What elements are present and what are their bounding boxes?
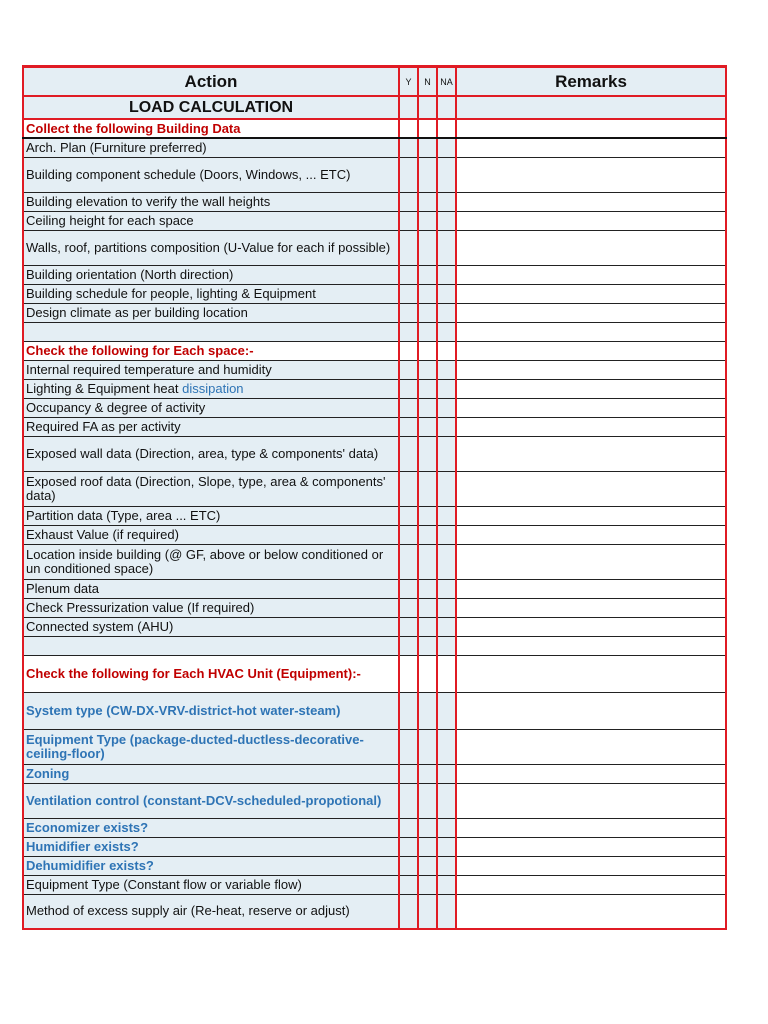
check-n-cell[interactable] <box>418 192 437 211</box>
check-y-cell[interactable] <box>399 341 418 360</box>
remarks-cell[interactable] <box>456 525 726 544</box>
check-na-cell[interactable] <box>437 379 456 398</box>
check-n-cell[interactable] <box>418 436 437 471</box>
table-row <box>23 764 726 783</box>
section-title: LOAD CALCULATION <box>23 96 399 119</box>
action-cell: Partition data (Type, area ... ETC) <box>23 506 399 525</box>
section-heading-row <box>23 655 726 692</box>
remarks-cell[interactable] <box>456 96 726 119</box>
check-y-cell[interactable] <box>399 157 418 192</box>
table-row <box>23 436 726 471</box>
table-row <box>23 157 726 192</box>
remarks-cell[interactable] <box>456 875 726 894</box>
check-y-cell[interactable] <box>399 471 418 506</box>
checklist-sheet <box>22 65 725 930</box>
table-row <box>23 471 726 506</box>
check-n-cell[interactable] <box>418 894 437 929</box>
check-n-cell[interactable] <box>418 265 437 284</box>
remarks-cell[interactable] <box>456 598 726 617</box>
check-n-cell[interactable] <box>418 417 437 436</box>
check-na-cell[interactable] <box>437 303 456 322</box>
check-y-cell[interactable] <box>399 636 418 655</box>
check-y-cell[interactable] <box>399 837 418 856</box>
table-row <box>23 138 726 157</box>
remarks-cell[interactable] <box>456 837 726 856</box>
check-y-cell[interactable] <box>399 360 418 379</box>
check-n-cell[interactable] <box>418 341 437 360</box>
check-n-cell[interactable] <box>418 284 437 303</box>
remarks-cell[interactable] <box>456 655 726 692</box>
section-heading: Check the following for Each HVAC Unit (Equipment):- <box>23 655 399 692</box>
check-na-cell[interactable] <box>437 436 456 471</box>
check-na-cell[interactable] <box>437 617 456 636</box>
action-cell: Arch. Plan (Furniture preferred) <box>23 138 399 157</box>
check-y-cell[interactable] <box>399 783 418 818</box>
check-y-cell[interactable] <box>399 211 418 230</box>
table-row <box>23 322 726 341</box>
header-row <box>23 67 726 97</box>
check-na-cell[interactable] <box>437 417 456 436</box>
check-na-cell[interactable] <box>437 837 456 856</box>
check-na-cell[interactable] <box>437 692 456 729</box>
check-na-cell[interactable] <box>437 783 456 818</box>
table-row <box>23 617 726 636</box>
check-na-cell[interactable] <box>437 471 456 506</box>
check-na-cell[interactable] <box>437 265 456 284</box>
section-heading-row <box>23 341 726 360</box>
action-cell: Equipment Type (Constant flow or variable flow) <box>23 875 399 894</box>
remarks-cell[interactable] <box>456 544 726 579</box>
remarks-cell[interactable] <box>456 579 726 598</box>
remarks-cell[interactable] <box>456 417 726 436</box>
column-header-na: NA <box>437 67 456 97</box>
check-y-cell[interactable] <box>399 579 418 598</box>
remarks-cell[interactable] <box>456 856 726 875</box>
check-n-cell[interactable] <box>418 579 437 598</box>
table-row <box>23 192 726 211</box>
table-row <box>23 398 726 417</box>
remarks-cell[interactable] <box>456 157 726 192</box>
table-row <box>23 525 726 544</box>
remarks-cell[interactable] <box>456 692 726 729</box>
table-row <box>23 783 726 818</box>
check-y-cell[interactable] <box>399 856 418 875</box>
check-y-cell[interactable] <box>399 729 418 764</box>
action-cell: Exhaust Value (if required) <box>23 525 399 544</box>
action-cell: Internal required temperature and humidity <box>23 360 399 379</box>
check-n-cell[interactable] <box>418 856 437 875</box>
table-row <box>23 598 726 617</box>
check-y-cell[interactable] <box>399 265 418 284</box>
check-n-cell[interactable] <box>418 525 437 544</box>
table-row <box>23 303 726 322</box>
check-na-cell[interactable] <box>437 341 456 360</box>
table-row <box>23 417 726 436</box>
column-header-n: N <box>418 67 437 97</box>
remarks-cell[interactable] <box>456 138 726 157</box>
check-y-cell[interactable] <box>399 692 418 729</box>
check-y-cell[interactable] <box>399 894 418 929</box>
remarks-cell[interactable] <box>456 284 726 303</box>
check-y-cell[interactable] <box>399 96 418 119</box>
table-row <box>23 692 726 729</box>
check-y-cell[interactable] <box>399 417 418 436</box>
table-row <box>23 729 726 764</box>
check-n-cell[interactable] <box>418 764 437 783</box>
table-row <box>23 837 726 856</box>
action-cell: Design climate as per building location <box>23 303 399 322</box>
remarks-cell[interactable] <box>456 119 726 138</box>
column-header-action: Action <box>23 67 399 97</box>
check-n-cell[interactable] <box>418 875 437 894</box>
check-n-cell[interactable] <box>418 398 437 417</box>
action-cell: Equipment Type (package-ducted-ductless-decorative-ceiling-floor) <box>23 729 399 764</box>
action-cell: Ventilation control (constant-DCV-scheduled-propotional) <box>23 783 399 818</box>
table-row <box>23 579 726 598</box>
action-cell: Plenum data <box>23 579 399 598</box>
check-y-cell[interactable] <box>399 138 418 157</box>
remarks-cell[interactable] <box>456 636 726 655</box>
check-na-cell[interactable] <box>437 96 456 119</box>
check-na-cell[interactable] <box>437 875 456 894</box>
remarks-cell[interactable] <box>456 192 726 211</box>
action-cell: Zoning <box>23 764 399 783</box>
remarks-cell[interactable] <box>456 764 726 783</box>
title-row <box>23 96 726 119</box>
check-y-cell[interactable] <box>399 617 418 636</box>
table-row <box>23 379 726 398</box>
check-n-cell[interactable] <box>418 544 437 579</box>
table-row <box>23 230 726 265</box>
check-na-cell[interactable] <box>437 764 456 783</box>
check-na-cell[interactable] <box>437 192 456 211</box>
check-n-cell[interactable] <box>418 617 437 636</box>
table-row <box>23 211 726 230</box>
check-y-cell[interactable] <box>399 525 418 544</box>
action-cell: Building elevation to verify the wall heights <box>23 192 399 211</box>
remarks-cell[interactable] <box>456 783 726 818</box>
check-n-cell[interactable] <box>418 636 437 655</box>
action-cell: Connected system (AHU) <box>23 617 399 636</box>
remarks-cell[interactable] <box>456 230 726 265</box>
check-na-cell[interactable] <box>437 729 456 764</box>
check-na-cell[interactable] <box>437 525 456 544</box>
check-na-cell[interactable] <box>437 818 456 837</box>
check-y-cell[interactable] <box>399 818 418 837</box>
check-y-cell[interactable] <box>399 192 418 211</box>
remarks-cell[interactable] <box>456 341 726 360</box>
check-na-cell[interactable] <box>437 544 456 579</box>
action-cell: Exposed roof data (Direction, Slope, type, area & components' data) <box>23 471 399 506</box>
column-header-remarks: Remarks <box>456 67 726 97</box>
check-y-cell[interactable] <box>399 655 418 692</box>
check-n-cell[interactable] <box>418 655 437 692</box>
check-y-cell[interactable] <box>399 436 418 471</box>
action-cell: Exposed wall data (Direction, area, type & components' data) <box>23 436 399 471</box>
check-y-cell[interactable] <box>399 598 418 617</box>
check-y-cell[interactable] <box>399 119 418 138</box>
check-na-cell[interactable] <box>437 506 456 525</box>
highlighted-text: dissipation <box>182 380 244 396</box>
check-na-cell[interactable] <box>437 211 456 230</box>
table-row <box>23 265 726 284</box>
remarks-cell[interactable] <box>456 379 726 398</box>
remarks-cell[interactable] <box>456 398 726 417</box>
remarks-cell[interactable] <box>456 322 726 341</box>
check-na-cell[interactable] <box>437 138 456 157</box>
action-cell <box>23 636 399 655</box>
check-y-cell[interactable] <box>399 230 418 265</box>
section-heading-row <box>23 119 726 138</box>
check-n-cell[interactable] <box>418 692 437 729</box>
remarks-cell[interactable] <box>456 265 726 284</box>
check-y-cell[interactable] <box>399 544 418 579</box>
section-heading: Check the following for Each space:- <box>23 341 399 360</box>
remarks-cell[interactable] <box>456 729 726 764</box>
column-header-y: Y <box>399 67 418 97</box>
check-n-cell[interactable] <box>418 119 437 138</box>
check-n-cell[interactable] <box>418 303 437 322</box>
check-na-cell[interactable] <box>437 284 456 303</box>
action-cell: Building component schedule (Doors, Windows, ... ETC) <box>23 157 399 192</box>
action-cell: Dehumidifier exists? <box>23 856 399 875</box>
check-na-cell[interactable] <box>437 398 456 417</box>
action-cell: Humidifier exists? <box>23 837 399 856</box>
action-cell: Required FA as per activity <box>23 417 399 436</box>
action-cell: Ceiling height for each space <box>23 211 399 230</box>
table-row <box>23 894 726 929</box>
action-cell <box>23 379 399 398</box>
check-n-cell[interactable] <box>418 230 437 265</box>
check-y-cell[interactable] <box>399 322 418 341</box>
action-text: Lighting & Equipment heat <box>26 380 183 396</box>
action-cell: Check Pressurization value (If required) <box>23 598 399 617</box>
remarks-cell[interactable] <box>456 818 726 837</box>
table-row <box>23 818 726 837</box>
table-row <box>23 636 726 655</box>
remarks-cell[interactable] <box>456 617 726 636</box>
check-n-cell[interactable] <box>418 211 437 230</box>
check-na-cell[interactable] <box>437 360 456 379</box>
check-na-cell[interactable] <box>437 894 456 929</box>
action-cell: Building orientation (North direction) <box>23 265 399 284</box>
action-cell <box>23 322 399 341</box>
check-na-cell[interactable] <box>437 856 456 875</box>
check-n-cell[interactable] <box>418 157 437 192</box>
check-na-cell[interactable] <box>437 230 456 265</box>
check-y-cell[interactable] <box>399 303 418 322</box>
check-na-cell[interactable] <box>437 579 456 598</box>
table-row <box>23 360 726 379</box>
table-row <box>23 544 726 579</box>
remarks-cell[interactable] <box>456 894 726 929</box>
table-row <box>23 875 726 894</box>
check-na-cell[interactable] <box>437 322 456 341</box>
check-y-cell[interactable] <box>399 764 418 783</box>
action-cell: Occupancy & degree of activity <box>23 398 399 417</box>
check-n-cell[interactable] <box>418 506 437 525</box>
action-cell: Walls, roof, partitions composition (U-Value for each if possible) <box>23 230 399 265</box>
check-n-cell[interactable] <box>418 471 437 506</box>
table-row <box>23 506 726 525</box>
table-row <box>23 284 726 303</box>
action-cell: System type (CW-DX-VRV-district-hot water-steam) <box>23 692 399 729</box>
check-n-cell[interactable] <box>418 322 437 341</box>
check-na-cell[interactable] <box>437 636 456 655</box>
remarks-cell[interactable] <box>456 471 726 506</box>
check-n-cell[interactable] <box>418 138 437 157</box>
action-cell: Building schedule for people, lighting & Equipment <box>23 284 399 303</box>
check-n-cell[interactable] <box>418 360 437 379</box>
action-cell: Method of excess supply air (Re-heat, reserve or adjust) <box>23 894 399 929</box>
section-heading: Collect the following Building Data <box>23 119 399 138</box>
check-y-cell[interactable] <box>399 506 418 525</box>
check-y-cell[interactable] <box>399 284 418 303</box>
check-n-cell[interactable] <box>418 379 437 398</box>
check-y-cell[interactable] <box>399 398 418 417</box>
remarks-cell[interactable] <box>456 211 726 230</box>
checklist-table <box>22 65 727 930</box>
check-na-cell[interactable] <box>437 119 456 138</box>
action-cell: Location inside building (@ GF, above or below conditioned or un conditioned space) <box>23 544 399 579</box>
check-y-cell[interactable] <box>399 379 418 398</box>
remarks-cell[interactable] <box>456 436 726 471</box>
remarks-cell[interactable] <box>456 506 726 525</box>
remarks-cell[interactable] <box>456 303 726 322</box>
check-n-cell[interactable] <box>418 818 437 837</box>
check-na-cell[interactable] <box>437 655 456 692</box>
check-n-cell[interactable] <box>418 96 437 119</box>
remarks-cell[interactable] <box>456 360 726 379</box>
check-y-cell[interactable] <box>399 875 418 894</box>
check-n-cell[interactable] <box>418 783 437 818</box>
check-na-cell[interactable] <box>437 598 456 617</box>
check-n-cell[interactable] <box>418 598 437 617</box>
table-row <box>23 856 726 875</box>
action-cell: Economizer exists? <box>23 818 399 837</box>
check-na-cell[interactable] <box>437 157 456 192</box>
check-n-cell[interactable] <box>418 837 437 856</box>
check-n-cell[interactable] <box>418 729 437 764</box>
